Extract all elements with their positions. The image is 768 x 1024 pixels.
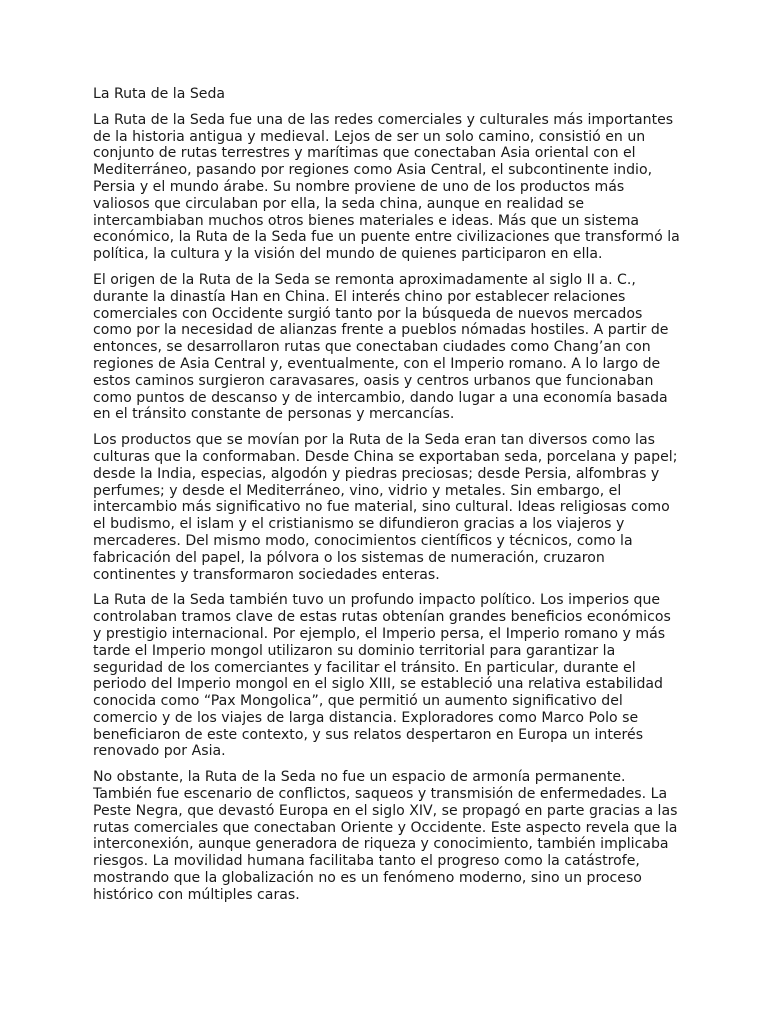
paragraph-2: El origen de la Ruta de la Seda se remonta aproximadamente al siglo II a. C., durante la dinastía Han en China. El interés chino por establecer relaciones comerciales con Occidente surgió tanto por la búsqueda de nuevos mercados como por la necesidad de alianzas frente a pueblos nómadas hostiles. A partir de entonces, se desarrollaron rutas que conectaban ciudades como Chang’an con regiones de Asia Central y, eventualmente, con el Imperio romano. A lo largo de estos caminos surgieron caravasares, oasis y centros urbanos que funcionaban como puntos de descanso y de intercambio, dando lugar a una economía basada en el tránsito constante de personas y mercancías.	[93, 271, 669, 423]
paragraph-4: La Ruta de la Seda también tuvo un profundo impacto político. Los imperios que controlaban tramos clave de estas rutas obtenían grandes beneficios económicos y prestigio internacional. Por ejemplo, el Imperio persa, el Imperio romano y más tarde el Imperio mongol utilizaron su dominio territorial para garantizar la seguridad de los comerciantes y facilitar el tránsito. En particular, durante el periodo del Imperio mongol en el siglo XIII, se estableció una relativa estabilidad conocida como “Pax Mongolica”, que permitió un aumento significativo del comercio y de los viajes de larga distancia. Exploradores como Marco Polo se beneficiaron de este contexto, y sus relatos despertaron en Europa un interés renovado por Asia.	[93, 592, 671, 760]
document-page	[93, 86, 683, 913]
paragraph-1: La Ruta de la Seda fue una de las redes comerciales y culturales más importantes de la historia antigua y medieval. Lejos de ser un solo camino, consistió en un conjunto de rutas terrestres y marítimas que conectaban Asia oriental con el Mediterráneo, pasando por regiones como Asia Central, el subcontinente indio, Persia y el mundo árabe. Su nombre proviene de uno de los productos más valiosos que circulaban por ella, la seda china, aunque en realidad se intercambiaban muchos otros bienes materiales e ideas. Más que un sistema económico, la Ruta de la Seda fue un puente entre civilizaciones que transformó la política, la cultura y la visión del mundo de quienes participaron en ella.	[93, 111, 680, 263]
document-title: La Ruta de la Seda	[93, 86, 226, 102]
paragraph-5: No obstante, la Ruta de la Seda no fue un espacio de armonía permanente. También fue escenario de conflictos, saqueos y transmisión de enfermedades. La Peste Negra, que devastó Europa en el siglo XIV, se propagó en parte gracias a las rutas comerciales que conectaban Oriente y Occidente. Este aspecto revela que la interconexión, aunque generadora de riqueza y conocimiento, también implicaba riesgos. La movilidad humana facilitaba tanto el progreso como la catástrofe, mostrando que la globalización no es un fenómeno moderno, sino un proceso histórico con múltiples caras.	[93, 769, 678, 903]
paragraph-3: Los productos que se movían por la Ruta de la Seda eran tan diversos como las culturas que la conformaban. Desde China se exportaban seda, porcelana y papel; desde la India, especias, algodón y piedras preciosas; desde Persia, alfombras y perfumes; y desde el Mediterráneo, vino, vidrio y metales. Sin embargo, el intercambio más significativo no fue material, sino cultural. Ideas religiosas como el budismo, el islam y el cristianismo se difundieron gracias a los viajeros y mercaderes. Del mismo modo, conocimientos científicos y técnicos, como la fabricación del papel, la pólvora o los sistemas de numeración, cruzaron continentes y transformaron sociedades enteras.	[93, 432, 678, 583]
